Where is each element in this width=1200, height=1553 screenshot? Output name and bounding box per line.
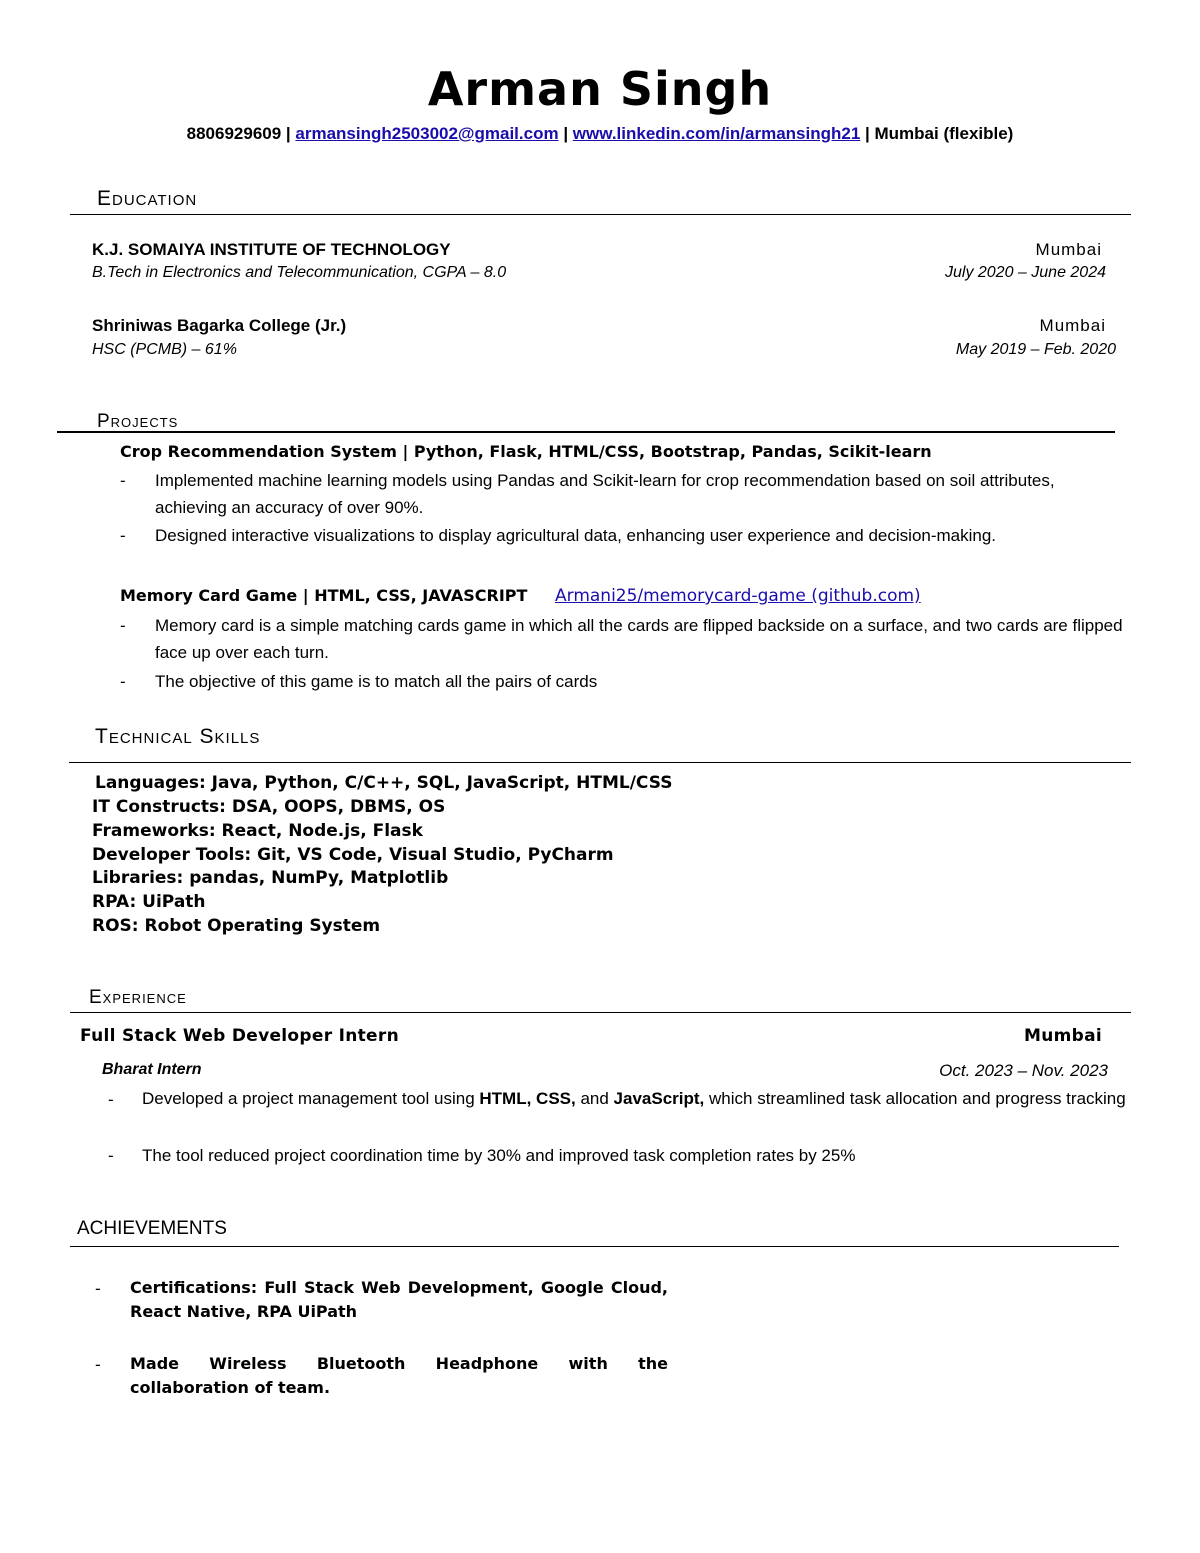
bullet-dash: - [120,616,126,635]
location-text: Mumbai (flexible) [874,124,1014,143]
bullet-dash: - [108,1146,114,1165]
section-heading-projects: Projects [97,411,179,432]
section-divider [70,1246,1119,1247]
bullet-dash: - [95,1279,101,1298]
section-divider [57,431,1115,433]
skill-line-libraries: Libraries: pandas, NumPy, Matplotlib [92,868,449,888]
education-dates: July 2020 – June 2024 [944,264,1106,281]
skill-line-developer-tools: Developer Tools: Git, VS Code, Visual Studio, PyCharm [92,845,614,865]
project-title [120,586,921,606]
bullet-dash: - [120,672,126,691]
institution-location: Mumbai [1035,240,1102,259]
achievement-item: Made Wireless Bluetooth Headphone with the collaboration of team. [130,1354,668,1397]
contact-line [0,124,1200,144]
skill-line-ros: ROS: Robot Operating System [92,916,381,936]
phone-number: 8806929609 [186,124,282,143]
job-dates: Oct. 2023 – Nov. 2023 [939,1061,1108,1080]
education-dates: May 2019 – Feb. 2020 [955,341,1116,358]
bullet-text-part: which streamlined task allocation and progress tracking [704,1089,1126,1108]
bullet-dash: - [120,471,126,490]
bullet-dash: - [108,1090,114,1109]
bullet-dash: - [120,526,126,545]
section-divider [69,762,1131,763]
linkedin-link[interactable]: www.linkedin.com/in/armansingh21 [572,124,861,143]
resume-name: Arman Singh [427,62,773,116]
email-link[interactable]: armansingh2503002@gmail.com [295,124,559,143]
degree-text: B.Tech in Electronics and Telecommunication, CGPA – 8.0 [92,264,507,281]
github-link[interactable]: Armani25/memorycard-game (github.com) [555,586,921,606]
section-heading-skills: Technical Skills [95,725,261,748]
section-heading-experience: Experience [89,987,187,1008]
experience-bullet: The tool reduced project coordination time by 30% and improved task completion rates by 25% [142,1146,856,1165]
project-title: Crop Recommendation System | Python, Flask, HTML/CSS, Bootstrap, Pandas, Scikit-learn [120,442,932,461]
bullet-text-part: and [575,1089,614,1108]
bullet-bold-part: HTML, CSS, [479,1089,576,1108]
section-divider [70,1012,1131,1013]
institution-name: K.J. SOMAIYA INSTITUTE OF TECHNOLOGY [92,240,451,259]
experience-bullet [142,1085,1142,1112]
degree-text: HSC (PCMB) – 61% [92,341,237,358]
job-title: Full Stack Web Developer Intern [80,1026,399,1046]
project-title-text: Memory Card Game | HTML, CSS, JAVASCRIPT [120,586,528,605]
project-bullet: Designed interactive visualizations to display agricultural data, enhancing user experience and decision-making. [155,526,997,545]
institution-location: Mumbai [1039,316,1106,335]
section-heading-education: Education [97,187,198,210]
project-bullet: Implemented machine learning models using Pandas and Scikit-learn for crop recommendation based on soil attributes, achieving an accuracy of over 90%. [155,471,1055,517]
skill-line-it-constructs: IT Constructs: DSA, OOPS, DBMS, OS [92,797,446,817]
project-bullet: Memory card is a simple matching cards game in which all the cards are flipped backside on a surface, and two cards are flipped face up over each turn. [155,616,1123,662]
institution-name: Shriniwas Bagarka College (Jr.) [92,316,347,335]
section-heading-achievements: ACHIEVEMENTS [77,1218,227,1239]
bullet-dash: - [95,1355,101,1374]
separator: | [860,124,875,143]
separator: | [281,124,296,143]
achievement-item: Certifications: Full Stack Web Development, Google Cloud, React Native, RPA UiPath [130,1278,668,1321]
skill-line-frameworks: Frameworks: React, Node.js, Flask [92,821,423,841]
bullet-bold-part: JavaScript, [613,1089,705,1108]
company-name: Bharat Intern [102,1061,202,1078]
section-divider [70,214,1131,215]
job-location: Mumbai [1023,1026,1102,1046]
bullet-text-part: Developed a project management tool using [142,1089,480,1108]
skill-line-rpa: RPA: UiPath [92,892,206,912]
skill-line-languages: Languages: Java, Python, C/C++, SQL, JavaScript, HTML/CSS [95,773,673,793]
project-bullet: The objective of this game is to match all the pairs of cards [155,672,598,691]
separator: | [558,124,573,143]
